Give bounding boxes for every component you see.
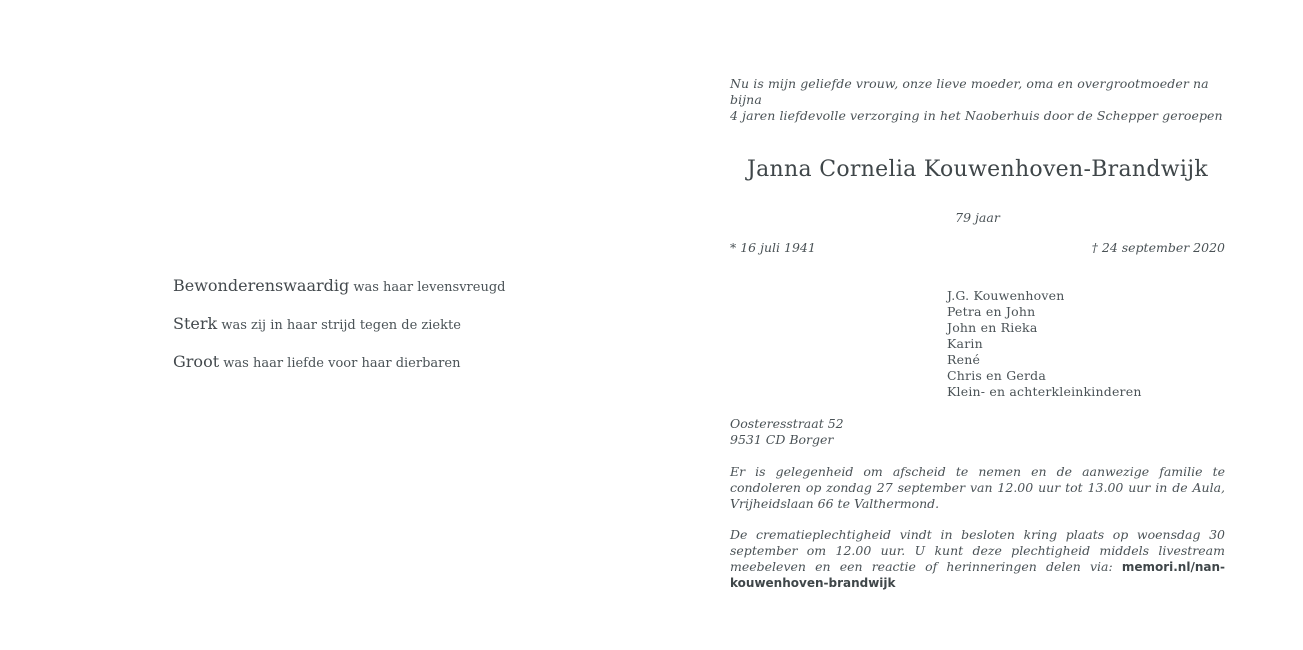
family-member: John en Rieka <box>947 320 1038 335</box>
family-member: Klein- en achterkleinkinderen <box>947 384 1142 399</box>
cremation-text <box>730 527 1225 591</box>
address <box>730 416 1225 448</box>
family-list <box>947 288 1225 400</box>
verse-keyword: Sterk <box>173 314 218 333</box>
verse-line <box>173 276 653 298</box>
family-member: Chris en Gerda <box>947 368 1047 383</box>
deceased-name: Janna Cornelia Kouwenhoven-Brandwijk <box>747 157 1208 182</box>
address-street: Oosteresstraat 52 <box>730 416 844 431</box>
intro-text <box>730 76 1225 124</box>
family-member: J.G. Kouwenhoven <box>947 288 1065 303</box>
intro-line: Nu is mijn geliefde vrouw, onze lieve moeder, oma en overgrootmoeder na bijna <box>730 76 1209 107</box>
cremation-body: De crematieplechtigheid vindt in besloten kring plaats op woensdag 30 september om 12.00 uur. U kunt deze plechtigheid middels livestream meebeleven en een reactie of herinneringen delen via: <box>730 527 1225 574</box>
verse-text: was haar levensvreugd <box>353 280 506 295</box>
age: 79 jaar <box>955 210 1000 225</box>
family-member: Petra en John <box>947 304 1036 319</box>
verse-keyword: Bewonderenswaardig <box>173 276 350 295</box>
dates-row <box>730 240 1225 256</box>
memorial-link[interactable]: memori.nl/nan-kouwenhoven-brandwijk <box>730 560 1225 590</box>
family-member: René <box>947 352 981 367</box>
verse-text: was zij in haar strijd tegen de ziekte <box>221 318 461 333</box>
verse-line <box>173 314 653 336</box>
death-date: † 24 september 2020 <box>1091 240 1225 255</box>
death-notice <box>730 76 1225 591</box>
verse-keyword: Groot <box>173 352 220 371</box>
verse-text: was haar liefde voor haar dierbaren <box>223 356 461 371</box>
family-member: Karin <box>947 336 983 351</box>
birth-date: * 16 juli 1941 <box>730 240 816 255</box>
condolence-text: Er is gelegenheid om afscheid te nemen en de aanwezige familie te condoleren op zondag 27 september van 12.00 uur tot 13.00 uur in de Aula, Vrijheidslaan 66 te Valthermond. <box>730 464 1225 511</box>
address-city: 9531 CD Borger <box>730 432 834 447</box>
memorial-verse <box>173 276 653 390</box>
intro-line: 4 jaren liefdevolle verzorging in het Naoberhuis door de Schepper geroepen <box>730 108 1223 123</box>
verse-line <box>173 352 653 374</box>
